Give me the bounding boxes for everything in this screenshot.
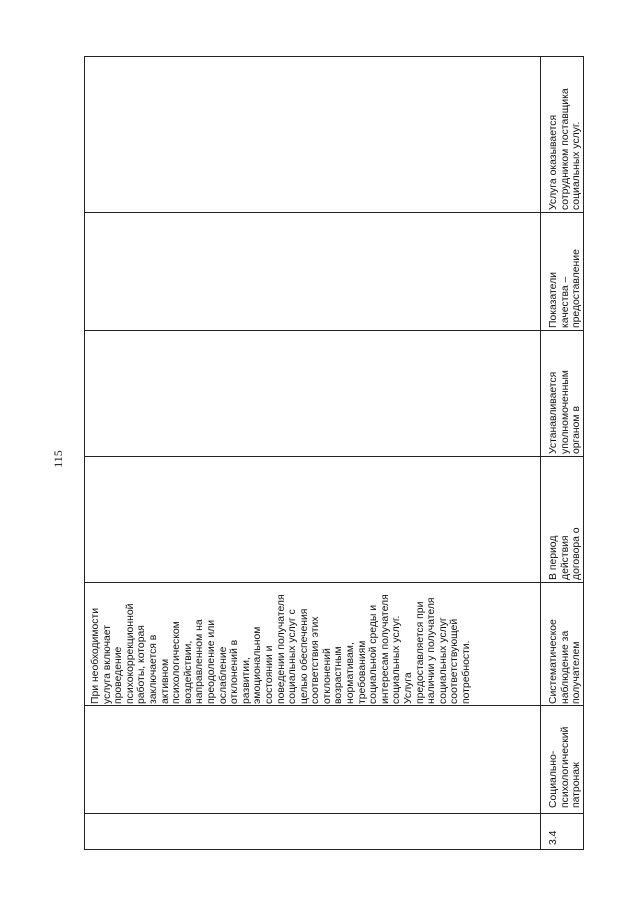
service-name: Социально- психологический патронаж (548, 726, 583, 808)
table-rule (84, 456, 583, 457)
table-rule-right (84, 849, 583, 850)
service-number: 3.4 (548, 830, 559, 845)
service-price: Устанавливается уполномоченным органом в (548, 370, 583, 454)
table-rule (540, 56, 541, 850)
service-description: Систематическое наблюдение за получателем (548, 619, 583, 704)
table-rule (84, 705, 583, 706)
table-rule-left (84, 56, 583, 57)
table-rule (84, 813, 583, 814)
service-conditions: Услуга оказывается сотрудником поставщика социальных услуг. (548, 88, 583, 210)
service-quality-indicators: Показатели качества – предоставление (548, 249, 583, 328)
table-rule (84, 212, 583, 213)
service-term: В период действия договора о (548, 527, 583, 580)
table-rule (84, 330, 583, 331)
page-number: 115 (51, 450, 65, 468)
service-description-continued: При необходимости услуга включает проведение психокоррекционной работы, которая заключается в активном психологическом воздействии, направленном на преодоление или ослабление отклонений в развитии, эмоциональном состоянии и поведении получателя социальных услуг с целью обеспечения соответствия этих отклонений возрастным нормативам, требованиям социальной среды и интересам получателя социальных услуг. Услуга предоставляется при наличии у получателя социальных услуг соответствующей потребности. (90, 594, 472, 704)
table-rule (84, 56, 85, 850)
table-rule (84, 582, 583, 583)
table-rule (583, 56, 584, 850)
